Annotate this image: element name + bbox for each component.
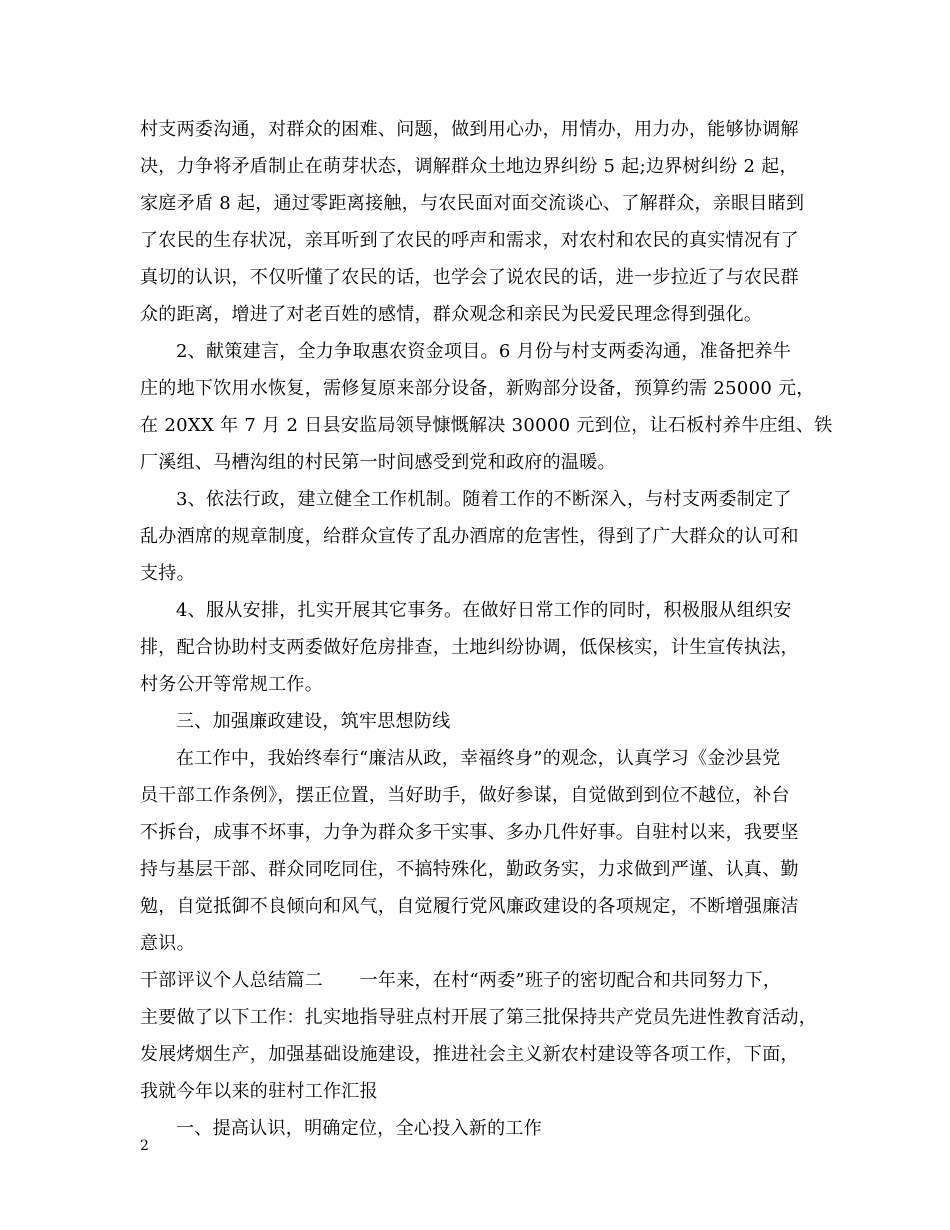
body-text-line: 发展烤烟生产，加强基础设施建设，推进社会主义新农村建设等各项工作，下面， [140,1044,799,1065]
body-text-line: 家庭矛盾 8 起，通过零距离接触，与农民面对面交流谈心、了解群众，亲眼目睹到 [140,193,805,214]
body-text-line: 勉，自觉抵御不良倾向和风气，自觉履行党风廉政建设的各项规定，不断增强廉洁 [140,896,799,917]
body-text-line: 支持。 [140,563,195,584]
body-text-line: 排，配合协助村支两委做好危房排查，土地纠纷协调，低保核实，计生宣传执法， [140,637,799,658]
paragraph-2-start: 2、献策建言，全力争取惠农资金项目。6 月份与村支两委沟通，准备把养牛 [176,341,792,362]
body-text-line: 村务公开等常规工作。 [140,674,323,695]
body-text-line: 意识。 [140,933,195,954]
body-text-line: 村支两委沟通，对群众的困难、问题，做到用心办，用情办，用力办，能够协调解 [140,119,799,140]
body-text-line: 众的距离，增进了对老百姓的感情，群众观念和亲民为民爱民理念得到强化。 [140,304,763,325]
body-text-line: 持与基层干部、群众同吃同住，不搞特殊化，勤政务实，力求做到严谨、认真、勤 [140,859,799,880]
section-heading-1: 一、提高认识，明确定位，全心投入新的工作 [176,1118,542,1139]
body-text-line: 不拆台，成事不坏事，力争为群众多干实事、多办几件好事。自驻村以来，我要坚 [140,822,799,843]
body-text-line: 了农民的生存状况，亲耳听到了农民的呼声和需求，对农村和农民的真实情况有了 [140,230,799,251]
body-text-line: 乱办酒席的规章制度，给群众宣传了乱办酒席的危害性，得到了广大群众的认可和 [140,526,799,547]
body-text-line: 在 20XX 年 7 月 2 日县安监局领导慷慨解决 30000 元到位，让石板村养牛庄组、铁 [140,415,833,436]
body-text-line: 真切的认识，不仅听懂了农民的话，也学会了说农民的话，进一步拉近了与农民群 [140,267,799,288]
paragraph-3-start: 3、依法行政，建立健全工作机制。随着工作的不断深入，与村支两委制定了 [176,489,792,510]
section-heading-3: 三、加强廉政建设，筑牢思想防线 [176,711,451,732]
paragraph-5-start: 在工作中，我始终奉行“廉洁从政，幸福终身”的观念，认真学习《金沙县党 [176,748,781,769]
body-text-line: 庄的地下饮用水恢复，需修复原来部分设备，新购部分设备，预算约需 25000 元， [140,378,815,399]
body-text-line: 决，力争将矛盾制止在萌芽状态，调解群众土地边界纠纷 5 起;边界树纠纷 2 起， [140,156,798,177]
article-2-title-line: 干部评议个人总结篇二 一年来，在村“两委”班子的密切配合和共同努力下， [140,970,782,991]
body-text-line: 员干部工作条例》，摆正位置，当好助手，做好参谋，自觉做到到位不越位，补台 [140,785,790,806]
body-text-line: 厂溪组、马槽沟组的村民第一时间感受到党和政府的温暖。 [140,452,616,473]
body-text-line: 我就今年以来的驻村工作汇报 [140,1081,378,1102]
paragraph-4-start: 4、服从安排，扎实开展其它事务。在做好日常工作的同时，积极服从组织安 [176,600,792,621]
body-text-line: 主要做了以下工作：扎实地指导驻点村开展了第三批保持共产党员先进性教育活动， [140,1007,818,1028]
page-number: 2 [140,1138,149,1154]
